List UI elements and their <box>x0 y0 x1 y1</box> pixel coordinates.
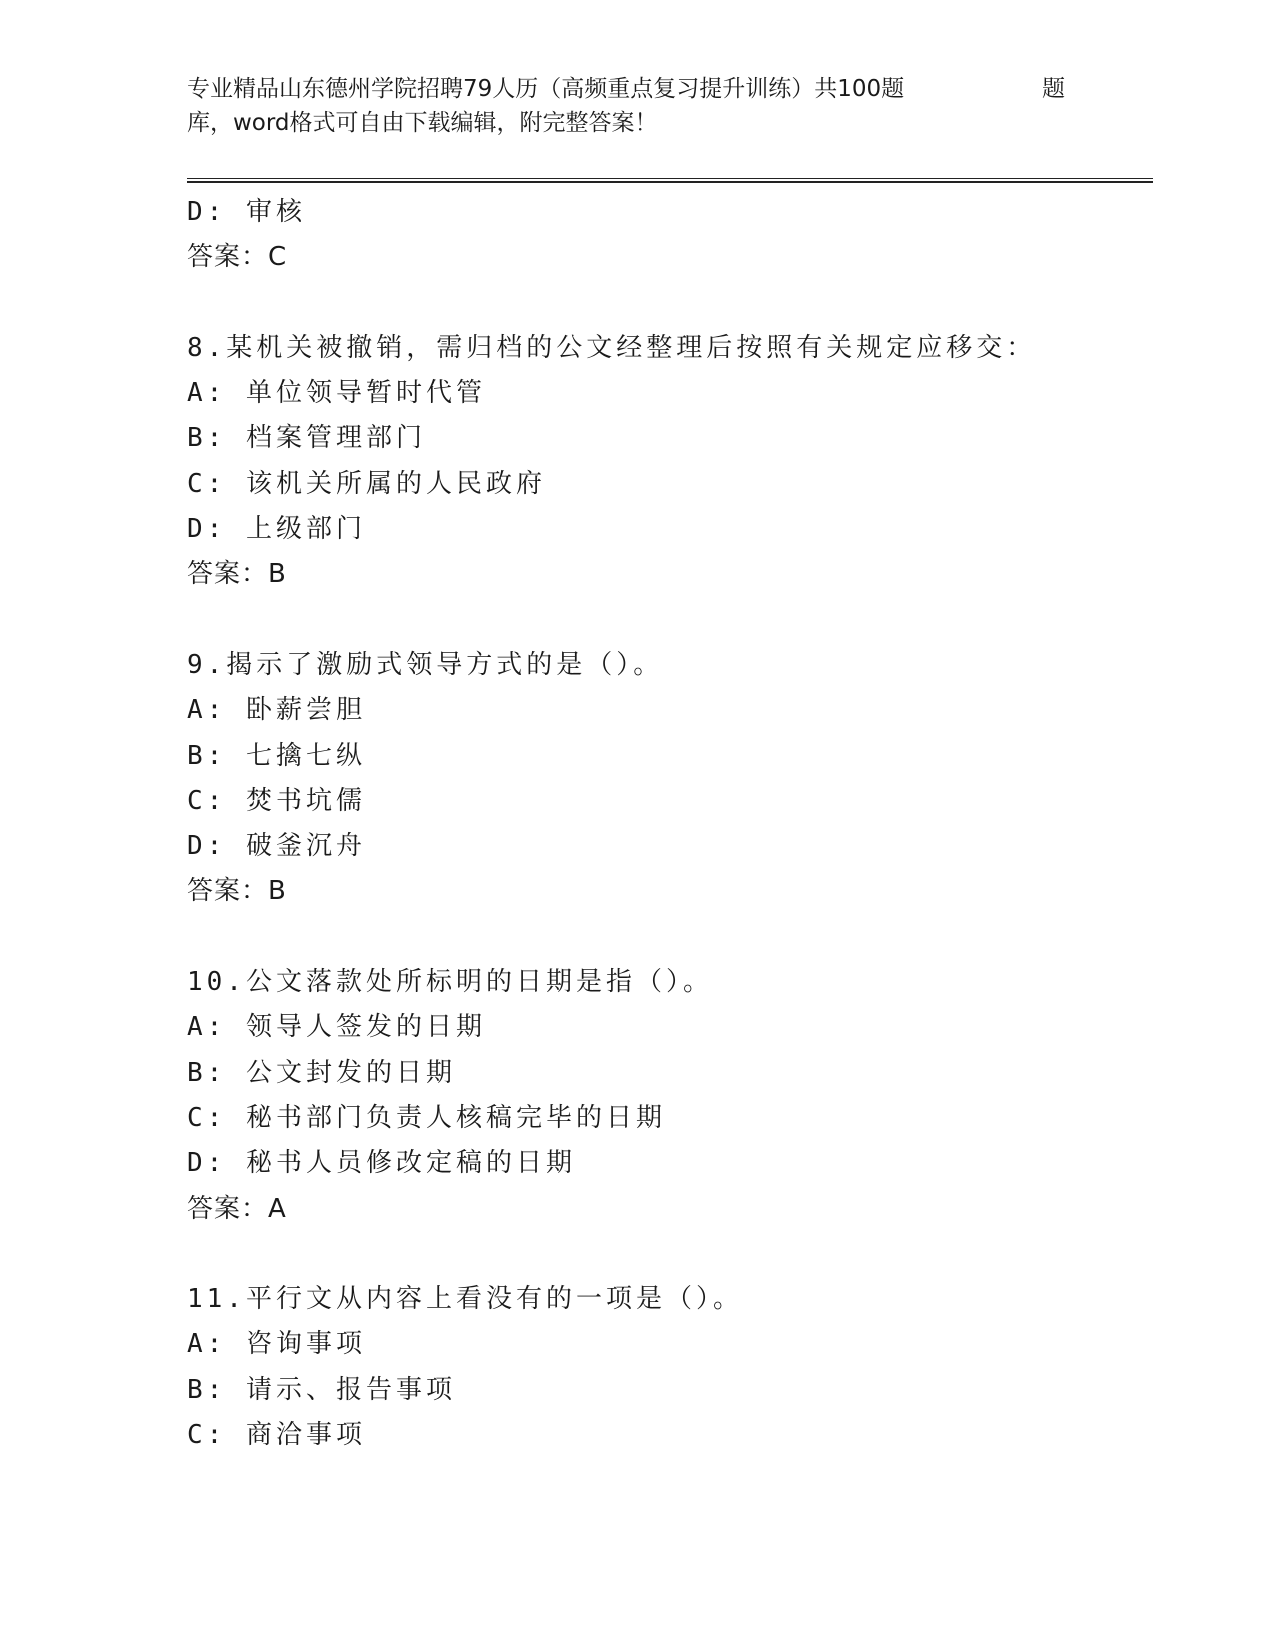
spacer <box>187 915 1153 960</box>
question-stem: 8.某机关被撤销，需归档的公文经整理后按照有关规定应移交： <box>187 332 1037 363</box>
spacer <box>187 1232 1153 1277</box>
option-a: A: 咨询事项 <box>187 1329 366 1360</box>
option-c: C: 该机关所属的人民政府 <box>187 468 546 499</box>
header-divider-thick <box>187 181 1153 183</box>
question-content <box>187 190 1153 1458</box>
option-b: B: 公文封发的日期 <box>187 1057 456 1088</box>
header-divider-thin <box>187 178 1153 179</box>
answer: 答案：A <box>187 1193 287 1224</box>
spacer <box>187 281 1153 326</box>
option-d: D: 秘书人员修改定稿的日期 <box>187 1148 576 1179</box>
option-d: D: 上级部门 <box>187 514 366 545</box>
question-stem: 9.揭示了激励式领导方式的是（）。 <box>187 649 664 680</box>
option-c: C: 焚书坑儒 <box>187 785 366 816</box>
prev-option-d: D: 审核 <box>187 197 306 227</box>
option-d: D: 破釜沉舟 <box>187 831 366 862</box>
header-line-1: 专业精品山东德州学院招聘79人历（高频重点复习提升训练）共100题 <box>187 76 905 102</box>
answer: 答案：B <box>187 559 287 590</box>
prev-answer: 答案：C <box>187 242 288 273</box>
option-a: A: 单位领导暂时代管 <box>187 378 486 409</box>
question-8 <box>187 326 1153 598</box>
answer: 答案：B <box>187 876 287 907</box>
option-c: C: 秘书部门负责人核稿完毕的日期 <box>187 1102 666 1133</box>
question-stem: 11.平行文从内容上看没有的一项是（）。 <box>187 1284 743 1315</box>
page-header <box>187 72 1067 140</box>
question-11 <box>187 1277 1153 1458</box>
header-line-2: 库，word格式可自由下载编辑，附完整答案！ <box>187 110 658 136</box>
question-9 <box>187 643 1153 915</box>
option-b: B: 请示、报告事项 <box>187 1374 456 1405</box>
header-line-1-extra: 题 <box>1042 76 1065 102</box>
question-stem: 10.公文落款处所标明的日期是指（）。 <box>187 967 713 998</box>
option-c: C: 商洽事项 <box>187 1420 366 1451</box>
spacer <box>187 598 1153 643</box>
option-a: A: 领导人签发的日期 <box>187 1012 486 1043</box>
question-10 <box>187 960 1153 1232</box>
option-b: B: 七擒七纵 <box>187 740 366 771</box>
option-b: B: 档案管理部门 <box>187 423 426 454</box>
option-a: A: 卧薪尝胆 <box>187 695 366 726</box>
